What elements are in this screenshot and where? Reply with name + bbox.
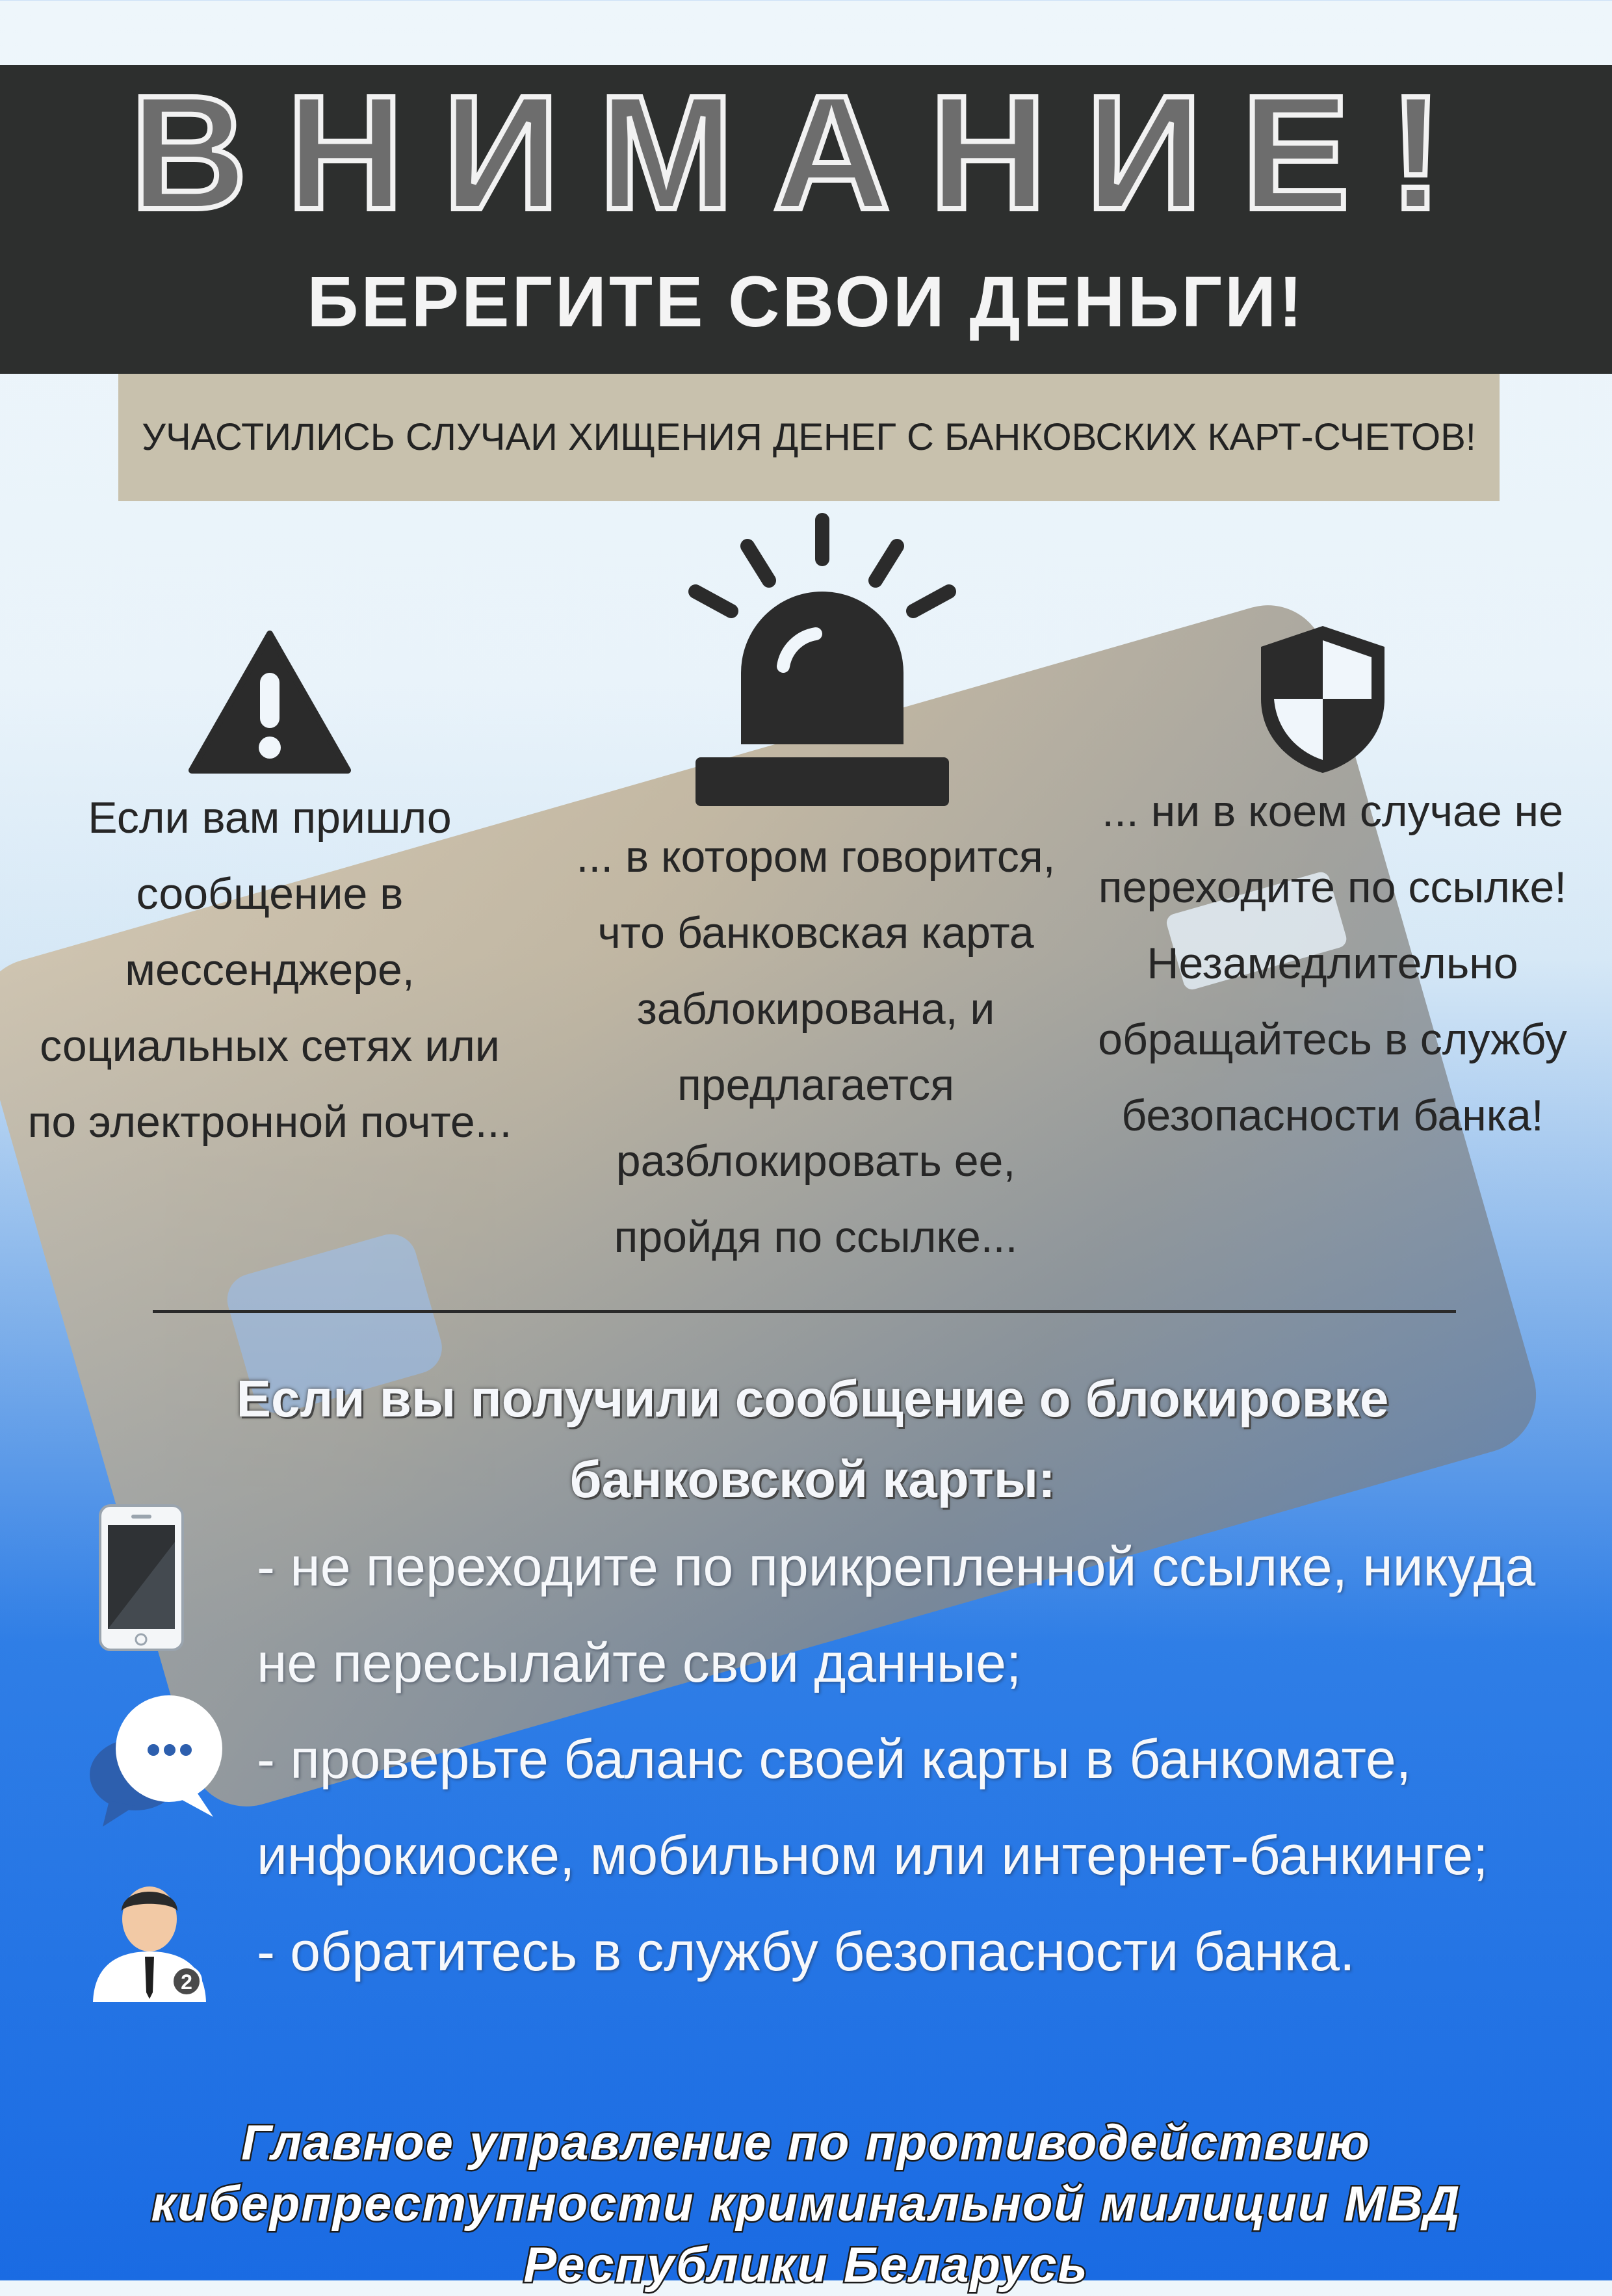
svg-text:2: 2 — [181, 1970, 192, 1994]
warning-triangle-icon — [185, 627, 354, 777]
footer-organization: Главное управление по противодействию киберпреступности криминальной милиции МВД Республики Беларусь — [151, 2115, 1461, 2293]
shield-icon — [1254, 621, 1391, 777]
poster-subtitle: БЕРЕГИТЕ СВОИ ДЕНЬГИ! — [307, 262, 1305, 342]
chat-bubble-icon — [83, 1690, 226, 1827]
column-2-text: ... в котором говорится, что банковская карта заблокирована, и предлагается разблокировать ее, пройдя по ссылке... — [576, 832, 1056, 1262]
notice-text: УЧАСТИЛИСЬ СЛУЧАИ ХИЩЕНИЯ ДЕНЕГ С БАНКОВСКИХ КАРТ-СЧЕТОВ! — [142, 416, 1476, 458]
support-person-icon — [88, 1879, 211, 2002]
poster-title: ВНИМАНИЕ! — [130, 62, 1482, 243]
column-1-text: Если вам пришло сообщение в мессенджере, социальных сетях или по электронной почте... — [27, 793, 512, 1147]
notice-banner — [118, 374, 1500, 501]
column-3-text: ... ни в коем случае не переходите по ссылке! Незамедлительно обращайтесь в службу безопасности банка! — [1098, 787, 1567, 1140]
tip-contact-bank-security: - обратитесь в службу безопасности банка. — [257, 1921, 1355, 1982]
tip-dont-follow-link: - не переходите по прикрепленной ссылке, никуда не пересылайте свои данные; — [257, 1536, 1536, 1693]
smartphone-icon — [98, 1503, 185, 1652]
tip-check-balance: - проверьте баланс своей карты в банкомате, инфокиоске, мобильном или интернет-банкинге; — [257, 1729, 1488, 1886]
section-divider — [153, 1310, 1456, 1313]
siren-icon — [686, 510, 959, 813]
advice-heading: Если вы получили сообщение о блокировке банковской карты: — [236, 1370, 1389, 1508]
